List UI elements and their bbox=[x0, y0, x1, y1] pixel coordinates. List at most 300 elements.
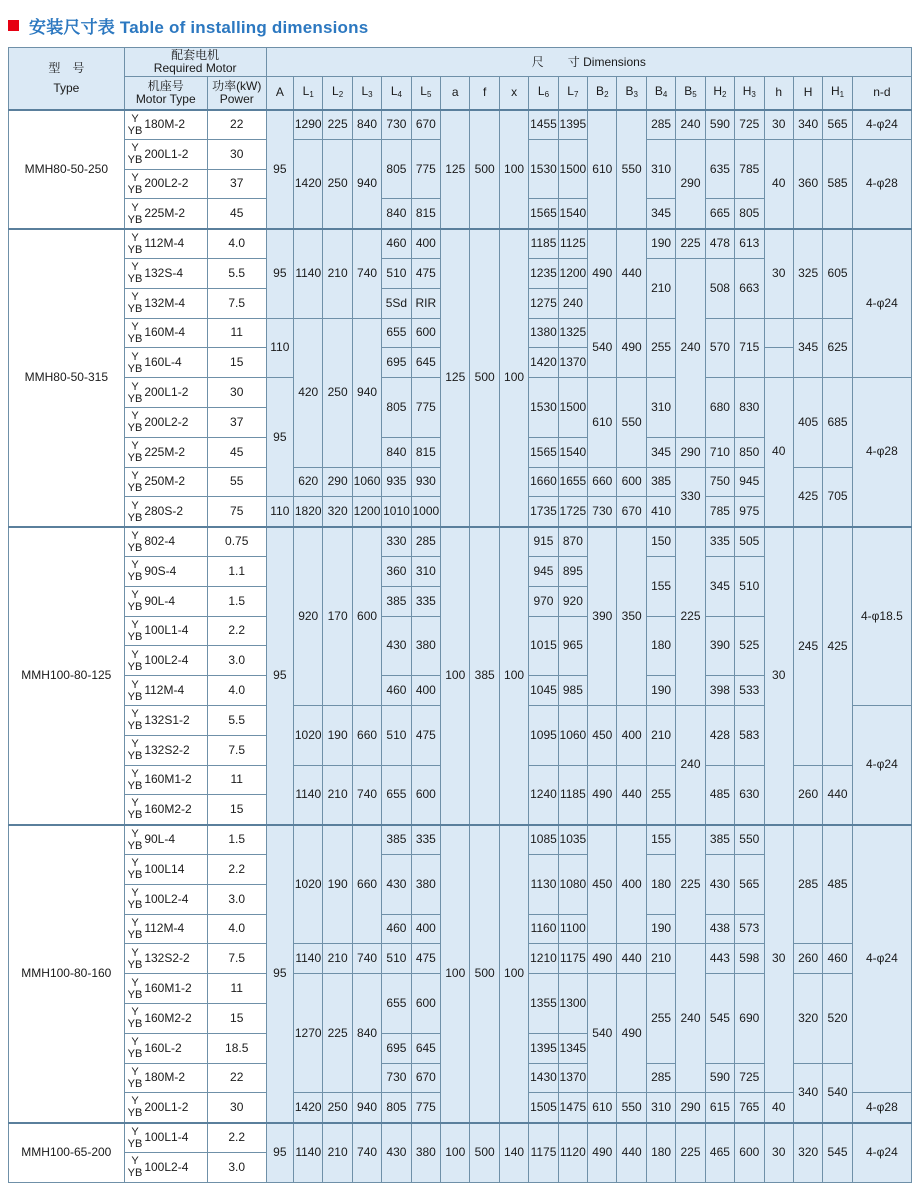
dim-cell-B5: 290 bbox=[676, 437, 705, 467]
dim-cell-h: 30 bbox=[764, 825, 793, 1093]
power-header-en: Power bbox=[219, 91, 254, 106]
dim-cell-H3: 785 bbox=[735, 139, 764, 199]
dim-cell-B5: 225 bbox=[676, 1123, 705, 1183]
dim-cell-f: 385 bbox=[470, 527, 499, 825]
dim-cell-L5: 670 bbox=[411, 110, 440, 140]
motor-code: 200L2-2 bbox=[144, 176, 189, 191]
dim-cell-H2: 478 bbox=[705, 229, 734, 259]
dim-cell-H2: 785 bbox=[705, 497, 734, 527]
dim-cell-H2: 443 bbox=[705, 944, 734, 974]
dim-cell-H2: 430 bbox=[705, 854, 734, 914]
power-header-cn: 功率(kW) bbox=[212, 78, 262, 93]
dim-cell-H2: 390 bbox=[705, 616, 734, 676]
dim-cell-H: 360 bbox=[793, 139, 822, 228]
dim-cell-B4: 255 bbox=[646, 318, 675, 378]
dim-cell-L7: 1120 bbox=[558, 1123, 587, 1183]
motor-type-cell bbox=[124, 616, 207, 646]
motor-code: 112M-4 bbox=[144, 236, 185, 251]
dim-cell-h: 40 bbox=[764, 378, 793, 527]
dim-cell-L6: 1045 bbox=[529, 676, 558, 706]
motor-type-cell bbox=[124, 825, 207, 855]
col-header-x: x bbox=[499, 77, 528, 110]
motor-type-cell bbox=[124, 288, 207, 318]
dim-cell-B2: 490 bbox=[588, 765, 617, 825]
pump-type-cell: MMH100-80-125 bbox=[9, 527, 125, 825]
dim-cell-L2: 210 bbox=[323, 944, 352, 974]
motor-code: 100L2-4 bbox=[144, 891, 189, 906]
dim-cell-nd: 4-φ28 bbox=[852, 378, 911, 527]
motor-code: 132M-4 bbox=[144, 295, 186, 310]
dim-cell-H3: 725 bbox=[735, 1063, 764, 1093]
power-cell: 7.5 bbox=[207, 735, 266, 765]
dim-cell-L6: 1565 bbox=[529, 199, 558, 229]
motor-header bbox=[124, 48, 266, 77]
dim-cell-L5: 775 bbox=[411, 139, 440, 199]
dim-cell-L4: 1010 bbox=[382, 497, 411, 527]
power-cell: 1.1 bbox=[207, 556, 266, 586]
dim-cell-L5: 475 bbox=[411, 705, 440, 765]
dim-cell-L5: 380 bbox=[411, 854, 440, 914]
dim-cell-L1: 1140 bbox=[294, 1123, 323, 1183]
dim-cell-B5: 225 bbox=[676, 229, 705, 259]
col-header-f: f bbox=[470, 77, 499, 110]
motor-series-label: Y YB bbox=[127, 827, 143, 852]
power-cell: 5.5 bbox=[207, 705, 266, 735]
dim-cell-H2: 398 bbox=[705, 676, 734, 706]
power-cell: 4.0 bbox=[207, 914, 266, 944]
dim-cell-f: 500 bbox=[470, 110, 499, 229]
dim-cell-L5: 400 bbox=[411, 229, 440, 259]
dim-cell-L1: 420 bbox=[294, 318, 323, 467]
col-header-A: A bbox=[266, 77, 293, 110]
dim-cell-L4: 655 bbox=[382, 765, 411, 825]
motor-code: 90L-4 bbox=[144, 593, 176, 608]
dim-cell-x: 100 bbox=[499, 110, 528, 229]
dim-cell-L6: 1430 bbox=[529, 1063, 558, 1093]
power-cell: 11 bbox=[207, 318, 266, 348]
dim-cell-L4: 460 bbox=[382, 229, 411, 259]
power-cell: 37 bbox=[207, 407, 266, 437]
col-header-B3: $B_3$ bbox=[617, 77, 646, 110]
pump-type-cell: MMH80-50-250 bbox=[9, 110, 125, 229]
col-header-B4: $B_4$ bbox=[646, 77, 675, 110]
dim-cell-L4: 360 bbox=[382, 556, 411, 586]
dim-cell-B4: 210 bbox=[646, 944, 675, 974]
dim-cell-L7: 1080 bbox=[558, 854, 587, 914]
dim-cell-L7: 1200 bbox=[558, 258, 587, 288]
motor-code: 160M2-2 bbox=[144, 801, 192, 816]
motor-type-header-cn: 机座号 bbox=[147, 78, 184, 93]
dim-cell-L2: 290 bbox=[323, 467, 352, 497]
motor-type-cell bbox=[124, 1033, 207, 1063]
type-header-cn: 型 号 bbox=[48, 60, 85, 75]
motor-type-cell bbox=[124, 1123, 207, 1153]
dim-cell-H1: 520 bbox=[823, 974, 852, 1063]
motor-type-cell bbox=[124, 914, 207, 944]
motor-code: 160M2-2 bbox=[144, 1010, 192, 1025]
dim-cell-L5: 600 bbox=[411, 974, 440, 1034]
power-cell: 22 bbox=[207, 1063, 266, 1093]
power-cell: 55 bbox=[207, 467, 266, 497]
dim-cell-B2: 540 bbox=[588, 974, 617, 1093]
dim-cell-L5: 815 bbox=[411, 437, 440, 467]
dim-cell-H3: 550 bbox=[735, 825, 764, 855]
motor-series-label: Y YB bbox=[127, 738, 143, 763]
dim-cell-L6: 1735 bbox=[529, 497, 558, 527]
dim-cell-L5: 600 bbox=[411, 765, 440, 825]
dim-cell-B5: 225 bbox=[676, 527, 705, 706]
dim-cell-H2: 635 bbox=[705, 139, 734, 199]
dim-cell-L3: 660 bbox=[352, 705, 381, 765]
col-header-L1: $L_1$ bbox=[294, 77, 323, 110]
dim-cell-L3: 940 bbox=[352, 139, 381, 228]
power-cell: 5.5 bbox=[207, 258, 266, 288]
dim-cell-L5: 645 bbox=[411, 1033, 440, 1063]
dim-cell-L1: 1020 bbox=[294, 825, 323, 944]
dim-cell-L4: 430 bbox=[382, 1123, 411, 1183]
dim-cell-L7: 1540 bbox=[558, 199, 587, 229]
motor-series-label: Y YB bbox=[127, 618, 143, 643]
dim-cell-H: 260 bbox=[793, 765, 822, 825]
dim-cell-H1: 605 bbox=[823, 229, 852, 318]
col-header-L6: $L_6$ bbox=[529, 77, 558, 110]
motor-code: 112M-4 bbox=[144, 921, 185, 936]
motor-type-cell bbox=[124, 586, 207, 616]
power-cell: 30 bbox=[207, 378, 266, 408]
dim-cell-nd: 4-φ24 bbox=[852, 110, 911, 140]
dim-cell-B4: 180 bbox=[646, 854, 675, 914]
dim-cell-B2: 610 bbox=[588, 1093, 617, 1123]
dim-cell-L5: 775 bbox=[411, 378, 440, 438]
table-row bbox=[9, 825, 912, 855]
dim-cell-nd: 4-φ18.5 bbox=[852, 527, 911, 706]
dim-cell-L5: 475 bbox=[411, 944, 440, 974]
dim-cell-L7: 1655 bbox=[558, 467, 587, 497]
dim-cell-B4: 180 bbox=[646, 1123, 675, 1183]
motor-code: 200L2-2 bbox=[144, 414, 189, 429]
motor-type-cell bbox=[124, 378, 207, 408]
dim-cell-H3: 765 bbox=[735, 1093, 764, 1123]
dim-cell-x: 100 bbox=[499, 527, 528, 825]
dim-cell-L4: 655 bbox=[382, 974, 411, 1034]
motor-code: 90S-4 bbox=[144, 563, 177, 578]
dim-cell-L6: 1380 bbox=[529, 318, 558, 348]
dim-cell-L4: 460 bbox=[382, 676, 411, 706]
dim-cell-L6: 1530 bbox=[529, 139, 558, 199]
dim-cell-H3: 565 bbox=[735, 854, 764, 914]
col-header-h: h bbox=[764, 77, 793, 110]
motor-type-cell bbox=[124, 1063, 207, 1093]
dim-cell-B3: 440 bbox=[617, 1123, 646, 1183]
dim-cell-H3: 690 bbox=[735, 974, 764, 1063]
dim-cell-H3: 630 bbox=[735, 765, 764, 825]
col-header-L5: $L_5$ bbox=[411, 77, 440, 110]
motor-code: 200L1-2 bbox=[144, 385, 189, 400]
dim-cell-H1: 440 bbox=[823, 765, 852, 825]
dim-cell-L4: 695 bbox=[382, 348, 411, 378]
dim-cell-L6: 1660 bbox=[529, 467, 558, 497]
dim-cell-L7: 1370 bbox=[558, 348, 587, 378]
dim-cell-H2: 665 bbox=[705, 199, 734, 229]
dim-cell-H1: 540 bbox=[823, 1063, 852, 1123]
col-header-H1: $H_1$ bbox=[823, 77, 852, 110]
dim-cell-L7: 1060 bbox=[558, 705, 587, 765]
dim-cell-H1: 585 bbox=[823, 139, 852, 228]
dim-cell-H3: 805 bbox=[735, 199, 764, 229]
motor-type-cell bbox=[124, 169, 207, 199]
motor-series-label: Y YB bbox=[127, 410, 143, 435]
dim-cell-nd: 4-φ24 bbox=[852, 1123, 911, 1183]
dim-cell-B4: 190 bbox=[646, 229, 675, 259]
dim-cell-H: 260 bbox=[793, 944, 822, 974]
dim-cell-L2: 190 bbox=[323, 825, 352, 944]
table-row bbox=[9, 527, 912, 557]
power-cell: 1.5 bbox=[207, 586, 266, 616]
dim-cell-L6: 1130 bbox=[529, 854, 558, 914]
col-header-H3: $H_3$ bbox=[735, 77, 764, 110]
motor-code: 100L1-4 bbox=[144, 1130, 189, 1145]
dim-cell-L1: 1420 bbox=[294, 1093, 323, 1123]
dim-cell-h: 30 bbox=[764, 1123, 793, 1183]
dim-cell-L6: 1160 bbox=[529, 914, 558, 944]
dim-cell-A: 110 bbox=[266, 497, 293, 527]
dim-cell-L3: 740 bbox=[352, 1123, 381, 1183]
dim-cell-L1: 1270 bbox=[294, 974, 323, 1093]
dim-cell-H: 325 bbox=[793, 229, 822, 318]
dimensions-table bbox=[8, 47, 912, 1183]
dim-cell-H2: 385 bbox=[705, 825, 734, 855]
motor-code: 225M-2 bbox=[144, 206, 186, 221]
dim-cell-L2: 210 bbox=[323, 765, 352, 825]
dim-cell-L5: 930 bbox=[411, 467, 440, 497]
dim-cell-H3: 600 bbox=[735, 1123, 764, 1183]
dim-cell-B5: 225 bbox=[676, 825, 705, 944]
dim-cell-L1: 1140 bbox=[294, 765, 323, 825]
dim-cell-B4: 150 bbox=[646, 527, 675, 557]
dim-cell-H2: 438 bbox=[705, 914, 734, 944]
motor-code: 132S-4 bbox=[144, 265, 184, 280]
motor-type-cell bbox=[124, 646, 207, 676]
motor-type-header-en: Motor Type bbox=[135, 91, 196, 106]
dim-cell-H3: 663 bbox=[735, 258, 764, 318]
col-header-H2: $H_2$ bbox=[705, 77, 734, 110]
dim-cell-H: 320 bbox=[793, 1123, 822, 1183]
motor-header-cn: 配套电机 bbox=[171, 48, 220, 62]
dim-cell-B5: 290 bbox=[676, 139, 705, 228]
power-cell: 4.0 bbox=[207, 229, 266, 259]
dim-cell-L4: 510 bbox=[382, 258, 411, 288]
dim-cell-L5: 380 bbox=[411, 1123, 440, 1183]
dim-cell-nd: 4-φ24 bbox=[852, 825, 911, 1093]
dim-cell-L7: 1035 bbox=[558, 825, 587, 855]
col-header-nd: n-d bbox=[852, 77, 911, 110]
dim-cell-B5: 240 bbox=[676, 944, 705, 1093]
dim-cell-L7: 1725 bbox=[558, 497, 587, 527]
motor-code: 280S-2 bbox=[144, 504, 184, 518]
power-cell: 75 bbox=[207, 497, 266, 527]
dim-cell-L6: 1085 bbox=[529, 825, 558, 855]
motor-series-label: Y YB bbox=[127, 171, 143, 196]
dim-cell-L4: 840 bbox=[382, 437, 411, 467]
motor-series-label: Y YB bbox=[127, 976, 143, 1001]
dim-cell-B4: 310 bbox=[646, 139, 675, 199]
dim-cell-L6: 1565 bbox=[529, 437, 558, 467]
dim-cell-L7: 240 bbox=[558, 288, 587, 318]
pump-type-cell: MMH100-65-200 bbox=[9, 1123, 125, 1183]
dim-cell-L5: 670 bbox=[411, 1063, 440, 1093]
dim-cell-B4: 285 bbox=[646, 110, 675, 140]
motor-code: 180M-2 bbox=[144, 117, 186, 132]
motor-type-cell bbox=[124, 705, 207, 735]
dim-cell-L4: 935 bbox=[382, 467, 411, 497]
motor-series-label: Y YB bbox=[127, 380, 143, 405]
dim-cell-A: 95 bbox=[266, 229, 293, 318]
dim-cell-L5: 815 bbox=[411, 199, 440, 229]
dim-cell-L7: 985 bbox=[558, 676, 587, 706]
motor-series-label: Y YB bbox=[127, 1036, 143, 1061]
power-cell: 7.5 bbox=[207, 944, 266, 974]
motor-code: 90L-4 bbox=[144, 832, 176, 847]
dim-cell-H3: 725 bbox=[735, 110, 764, 140]
dim-cell-L1: 920 bbox=[294, 527, 323, 706]
motor-code: 160L-4 bbox=[144, 355, 182, 370]
dim-cell-H: 320 bbox=[793, 974, 822, 1063]
power-cell: 4.0 bbox=[207, 676, 266, 706]
motor-code: 100L2-4 bbox=[144, 653, 189, 668]
motor-code: 160L-2 bbox=[144, 1040, 182, 1055]
motor-series-label: Y YB bbox=[127, 142, 143, 167]
dim-cell-B3: 600 bbox=[617, 467, 646, 497]
dim-cell-h: 40 bbox=[764, 139, 793, 228]
power-cell: 37 bbox=[207, 169, 266, 199]
dim-cell-L2: 210 bbox=[323, 1123, 352, 1183]
dim-cell-H: 340 bbox=[793, 110, 822, 140]
dim-cell-H1: 685 bbox=[823, 378, 852, 467]
dim-cell-L2: 225 bbox=[323, 110, 352, 140]
motor-type-cell bbox=[124, 527, 207, 557]
dim-cell-L4: 385 bbox=[382, 586, 411, 616]
dim-cell-B4: 285 bbox=[646, 1063, 675, 1093]
dim-cell-B5: 240 bbox=[676, 705, 705, 824]
dim-cell-L6: 1530 bbox=[529, 378, 558, 438]
motor-series-label: Y YB bbox=[127, 529, 143, 554]
dim-cell-H1: 565 bbox=[823, 110, 852, 140]
dim-cell-B4: 190 bbox=[646, 914, 675, 944]
type-header bbox=[9, 48, 125, 110]
dimensions-header: 尺 寸 Dimensions bbox=[266, 48, 911, 77]
dim-cell-L7: 1475 bbox=[558, 1093, 587, 1123]
dim-cell-H3: 830 bbox=[735, 378, 764, 438]
dim-cell-L6: 1240 bbox=[529, 765, 558, 825]
motor-type-cell bbox=[124, 1093, 207, 1123]
motor-type-cell bbox=[124, 944, 207, 974]
dim-cell-L5: 400 bbox=[411, 914, 440, 944]
motor-series-label: Y YB bbox=[127, 1006, 143, 1031]
dim-cell-B3: 490 bbox=[617, 318, 646, 378]
dim-cell-H2: 750 bbox=[705, 467, 734, 497]
dim-cell-L1: 1820 bbox=[294, 497, 323, 527]
dim-cell-H: 285 bbox=[793, 825, 822, 944]
dim-cell-L3: 600 bbox=[352, 527, 381, 706]
dim-cell-L2: 250 bbox=[323, 318, 352, 467]
dim-cell-H: 405 bbox=[793, 378, 822, 467]
dim-cell-B4: 345 bbox=[646, 199, 675, 229]
dim-cell-A: 95 bbox=[266, 110, 293, 229]
motor-type-cell bbox=[124, 795, 207, 825]
dim-cell-L2: 190 bbox=[323, 705, 352, 765]
motor-code: 100L1-4 bbox=[144, 623, 189, 638]
dim-cell-L7: 1500 bbox=[558, 378, 587, 438]
motor-type-cell bbox=[124, 348, 207, 378]
dim-cell-H3: 975 bbox=[735, 497, 764, 527]
dim-cell-f: 500 bbox=[470, 1123, 499, 1183]
dim-cell-L6: 1210 bbox=[529, 944, 558, 974]
dim-cell-B4: 310 bbox=[646, 1093, 675, 1123]
dim-cell-L1: 1420 bbox=[294, 139, 323, 228]
dim-cell-h bbox=[764, 318, 793, 348]
dim-cell-L4: 655 bbox=[382, 318, 411, 348]
dim-cell-B3: 440 bbox=[617, 765, 646, 825]
dim-cell-L1: 1020 bbox=[294, 705, 323, 765]
motor-series-label: Y YB bbox=[127, 589, 143, 614]
col-header-B2: $B_2$ bbox=[588, 77, 617, 110]
motor-series-label: Y YB bbox=[127, 112, 143, 137]
motor-series-label: Y YB bbox=[127, 767, 143, 792]
dim-cell-H3: 525 bbox=[735, 616, 764, 676]
dim-cell-B2: 540 bbox=[588, 318, 617, 378]
dim-cell-L4: 730 bbox=[382, 110, 411, 140]
power-cell: 22 bbox=[207, 110, 266, 140]
pump-type-cell: MMH100-80-160 bbox=[9, 825, 125, 1123]
dim-cell-L6: 1355 bbox=[529, 974, 558, 1034]
dim-cell-B4: 210 bbox=[646, 258, 675, 318]
dim-cell-nd: 4-φ28 bbox=[852, 139, 911, 228]
dim-cell-L5: RIR bbox=[411, 288, 440, 318]
motor-type-cell bbox=[124, 735, 207, 765]
title-bar bbox=[8, 10, 368, 40]
dim-cell-B3: 550 bbox=[617, 378, 646, 467]
motor-type-cell bbox=[124, 139, 207, 169]
dim-cell-L7: 1325 bbox=[558, 318, 587, 348]
dim-cell-H2: 428 bbox=[705, 705, 734, 765]
dim-cell-L5: 775 bbox=[411, 1093, 440, 1123]
dim-cell-H3: 505 bbox=[735, 527, 764, 557]
motor-series-label: Y YB bbox=[127, 708, 143, 733]
dim-cell-L5: 335 bbox=[411, 586, 440, 616]
motor-series-label: Y YB bbox=[127, 916, 143, 941]
dim-cell-H2: 335 bbox=[705, 527, 734, 557]
dim-cell-L2: 210 bbox=[323, 229, 352, 318]
dim-cell-L7: 1345 bbox=[558, 1033, 587, 1063]
dim-cell-x: 100 bbox=[499, 825, 528, 1123]
motor-type-header bbox=[124, 77, 207, 110]
dim-cell-B3: 440 bbox=[617, 944, 646, 974]
motor-code: 180M-2 bbox=[144, 1070, 186, 1085]
dim-cell-x: 140 bbox=[499, 1123, 528, 1183]
dim-cell-L2: 320 bbox=[323, 497, 352, 527]
motor-type-cell bbox=[124, 229, 207, 259]
power-cell: 3.0 bbox=[207, 646, 266, 676]
dim-cell-H2: 590 bbox=[705, 1063, 734, 1093]
dim-cell-nd: 4-φ28 bbox=[852, 1093, 911, 1123]
dim-cell-L6: 1455 bbox=[529, 110, 558, 140]
dim-cell-A: 95 bbox=[266, 378, 293, 497]
dim-cell-B4: 255 bbox=[646, 765, 675, 825]
motor-code: 225M-2 bbox=[144, 444, 186, 459]
dim-cell-L4: 805 bbox=[382, 1093, 411, 1123]
dim-cell-L4: 330 bbox=[382, 527, 411, 557]
dim-cell-f: 500 bbox=[470, 825, 499, 1123]
